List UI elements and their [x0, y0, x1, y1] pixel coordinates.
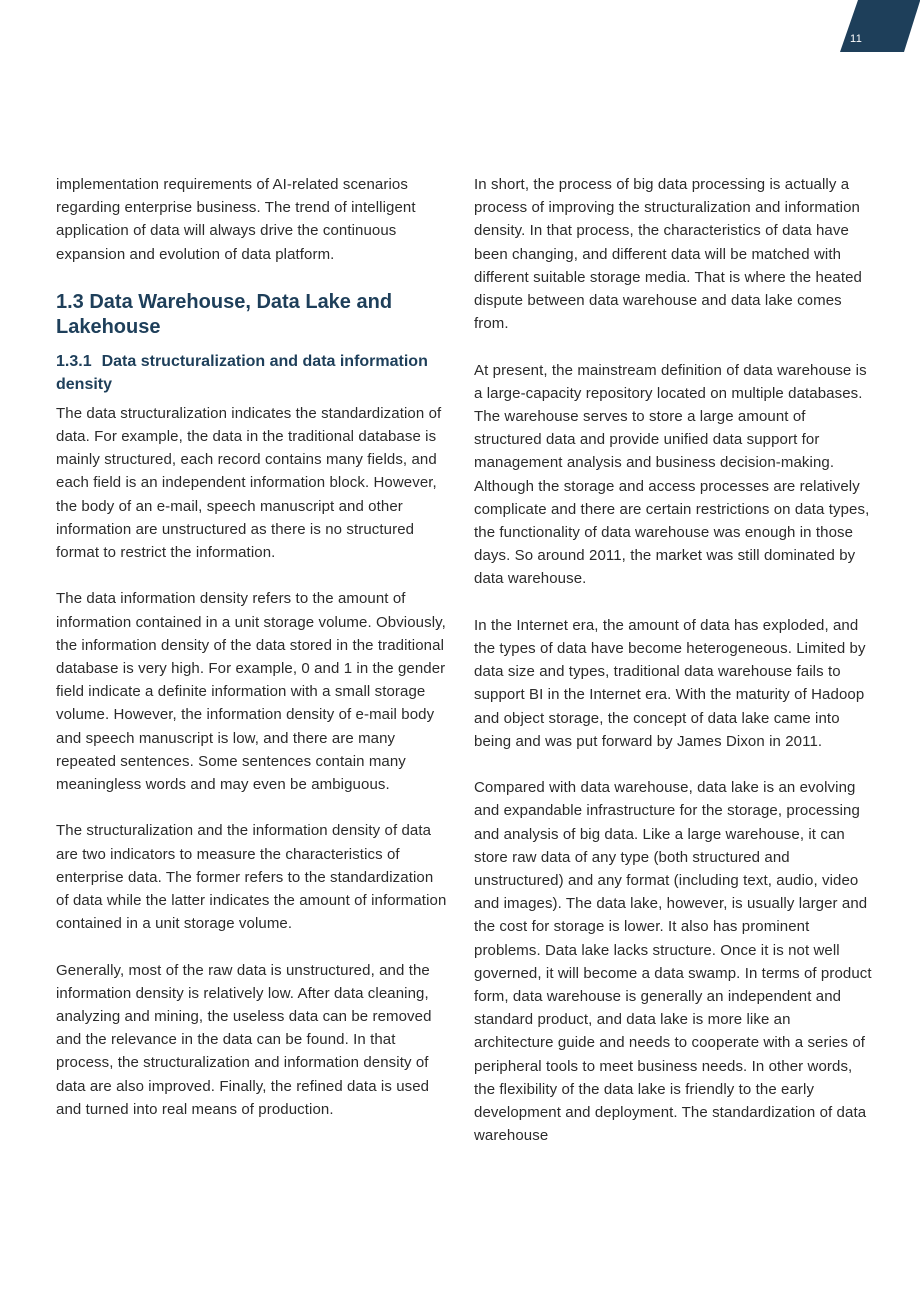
paragraph: The structuralization and the information density of data are two indicators to measure the characteristics of enterprise data. The former refers to the standardization of data while the latter indicates the amount of information contained in a unit storage volume.	[56, 822, 447, 933]
page-number: 11	[850, 33, 863, 45]
right-column	[474, 173, 874, 1147]
paragraph: Generally, most of the raw data is unstructured, and the information density is relatively low. After data cleaning, analyzing and mining, the useless data can be removed and the relevance in the data can be found. In that process, the structuralization and information density of data are also improved. Finally, the refined data is used and turned into real means of production.	[56, 961, 432, 1118]
left-column	[56, 173, 448, 1121]
subsection-title-text: Data structuralization and data information density	[56, 352, 428, 393]
subsection-title	[56, 350, 448, 396]
paragraph: In the Internet era, the amount of data has exploded, and the types of data have become heterogeneous. Limited by data size and types, traditional data warehouse fails to support BI in the Internet era. With the maturity of Hadoop and object storage, the concept of data lake came into being and was put forward by James Dixon in 2011.	[474, 616, 866, 750]
paragraph: Compared with data warehouse, data lake is an evolving and expandable infrastructure for the storage, processing and analysis of big data. Like a large warehouse, it can store raw data of any type (both structured and unstructured) and any format (including text, audio, video and images). The data lake, however, is usually larger and the cost for storage is lower. It also has prominent problems. Data lake lacks structure. Once it is not well governed, it will become a data swamp. In terms of product form, data warehouse is generally an independent and standard product, and data lake is more like an architecture guide and needs to cooperate with a series of peripheral tools to meet business needs. In other words, the flexibility of the data lake is friendly to the early development and deployment. The standardization of data warehouse	[474, 779, 872, 1145]
intro-paragraph: implementation requirements of AI-related scenarios regarding enterprise business. The trend of intelligent application of data will always drive the continuous expansion and evolution of data platform.	[56, 176, 416, 263]
paragraph: The data information density refers to the amount of information contained in a unit storage volume. Obviously, the information density of the data stored in the traditional database is very high. For example, 0 and 1 in the gender field indicate a definite information with a small storage volume. However, the information density of e-mail body and speech manuscript is low, and there are many repeated sentences. Some sentences contain many meaningless words and may even be ambiguous.	[56, 590, 446, 794]
paragraph: In short, the process of big data processing is actually a process of improving the structuralization and information density. In that process, the characteristics of data have been changing, and different data will be matched with different suitable storage media. That is where the heated dispute between data warehouse and data lake comes from.	[474, 176, 862, 333]
paragraph: The data structuralization indicates the standardization of data. For example, the data in the traditional database is mainly structured, each record contains many fields, and each field is an independent information block. However, the body of an e-mail, speech manuscript and other information are unstructured as there is no structured format to restrict the information.	[56, 404, 442, 562]
section-title: 1.3 Data Warehouse, Data Lake and Lakehouse	[56, 290, 393, 338]
paragraph: At present, the mainstream definition of data warehouse is a large-capacity repository located on multiple databases. The warehouse serves to store a large amount of structured data and provide unified data support for management analysis and business decision-making. Although the storage and access processes are relatively complicate and there are certain restrictions on data types, the functionality of data warehouse was enough in those days. So around 2011, the market was still dominated by data warehouse.	[474, 361, 870, 588]
subsection-number: 1.3.1	[56, 352, 92, 370]
